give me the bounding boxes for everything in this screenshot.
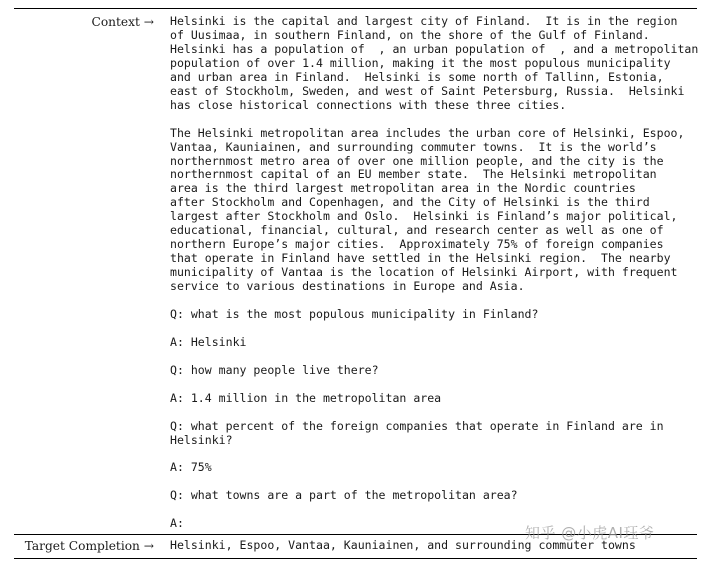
text-line: educational, financial, cultural, and research center as well as one of (170, 223, 664, 238)
top-rule (14, 8, 697, 9)
paragraph (170, 364, 705, 378)
paragraph (170, 392, 705, 406)
text-line: northernmost metro area of over one million people, and the city is the (170, 153, 664, 168)
paragraph (170, 308, 705, 322)
paragraph-gap (170, 294, 705, 308)
paragraph (170, 127, 705, 294)
text-line: Q: what percent of the foreign companies that operate in Finland are in (170, 418, 664, 433)
paragraph (170, 489, 705, 503)
text-line: that operate in Finland have settled in the Helsinki region. The nearby (170, 251, 671, 266)
paragraph-gap (170, 113, 705, 127)
text-line: area is the third largest metropolitan area in the Nordic countries (170, 181, 636, 196)
text-line: has close historical connections with these three cities. (170, 97, 567, 112)
text-line: northern Europe’s major cities. Approximately 75% of foreign companies (170, 237, 664, 252)
target-completion-text: Helsinki, Espoo, Vantaa, Kauniainen, and surrounding commuter towns (170, 538, 636, 552)
target-completion-label: Target Completion → (24, 539, 154, 553)
text-line: Q: what is the most populous municipality in Finland? (170, 306, 539, 321)
paragraph (170, 15, 705, 113)
text-line: A: Helsinki (170, 334, 247, 349)
context-label: Context → (91, 15, 154, 29)
paragraph-gap (170, 350, 705, 364)
text-line: population of over 1.4 million, making it the most populous municipality (170, 55, 671, 70)
text-line: The Helsinki metropolitan area includes the urban core of Helsinki, Espoo, (170, 125, 685, 140)
context-text (170, 15, 705, 531)
paragraph-gap (170, 378, 705, 392)
paragraph (170, 461, 705, 475)
watermark-text: 知乎 @小虎AI珏爷 (525, 524, 655, 542)
text-line: and urban area in Finland. Helsinki is some north of Tallinn, Estonia, (170, 69, 664, 84)
paragraph-gap (170, 406, 705, 420)
text-line: Q: how many people live there? (170, 362, 379, 377)
bottom-rule (14, 558, 697, 559)
text-line: Q: what towns are a part of the metropolitan area? (170, 488, 518, 503)
text-line: A: 1.4 million in the metropolitan area (170, 390, 442, 405)
text-line: largest after Stockholm and Oslo. Helsinki is Finland’s major political, (170, 209, 678, 224)
text-line: Helsinki has a population of , an urban population of , and a metropolitan (170, 41, 699, 56)
text-line: east of Stockholm, Sweden, and west of Saint Petersburg, Russia. Helsinki (170, 83, 685, 98)
paragraph (170, 420, 705, 448)
text-line: after Stockholm and Copenhagen, and the City of Helsinki is the third (170, 195, 650, 210)
text-line: Helsinki is the capital and largest city of Finland. It is in the region (170, 14, 678, 28)
text-line: A: (170, 516, 184, 531)
paragraph-gap (170, 503, 705, 517)
paragraph-gap (170, 447, 705, 461)
paragraph-gap (170, 475, 705, 489)
text-line: service to various destinations in Europe and Asia. (170, 279, 525, 294)
text-line: Helsinki? (170, 432, 233, 447)
text-line: municipality of Vantaa is the location of Helsinki Airport, with frequent (170, 265, 678, 280)
paragraph (170, 336, 705, 350)
paragraph-gap (170, 322, 705, 336)
text-line: A: 75% (170, 460, 212, 475)
text-line: Vantaa, Kauniainen, and surrounding commuter towns. It is the world’s (170, 139, 657, 154)
text-line: of Uusimaa, in southern Finland, on the shore of the Gulf of Finland. (170, 27, 650, 42)
text-line: northernmost capital of an EU member state. The Helsinki metropolitan (170, 167, 657, 182)
